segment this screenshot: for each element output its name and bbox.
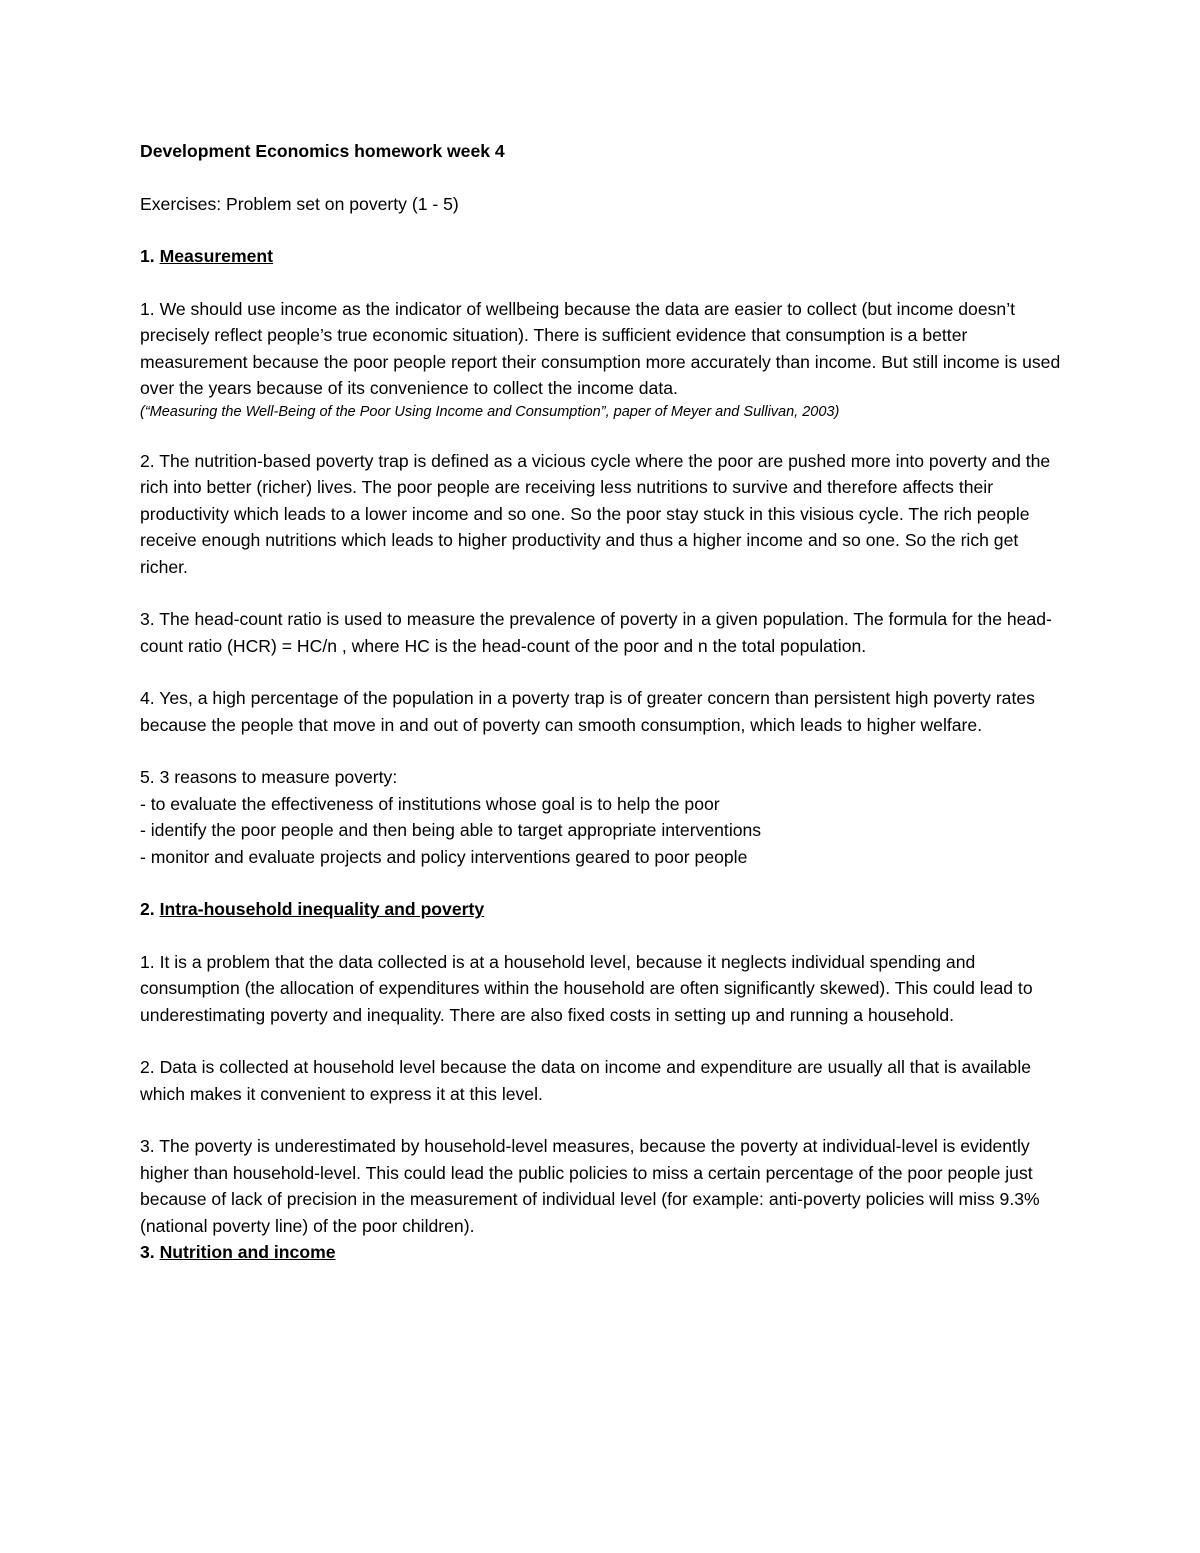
answer-text: We should use income as the indicator of wellbeing because the data are easier to collect (but income doesn’t precisely reflect people’s true economic situation). There is sufficient evidence that consumption is a better measurement because the poor people report their consumption more accurately than income. But still income is used over the years because of its convenience to collect the income data. xyxy=(140,298,1061,398)
section-heading-measurement xyxy=(140,243,1070,270)
answer-number: 3. xyxy=(140,1136,155,1156)
answer-1-4 xyxy=(140,685,1070,738)
answer-2-3 xyxy=(140,1133,1070,1239)
list-item: - to evaluate the effectiveness of institutions whose goal is to help the poor xyxy=(140,793,720,814)
answer-text: The poverty is underestimated by household-level measures, because the poverty at individual-level is evidently higher than household-level. This could lead the public policies to miss a certain percentage of the poor people just because of lack of precision in the measurement of individual level (for example: anti-poverty policies will miss 9.3% (national poverty line) of the poor children). xyxy=(140,1136,1040,1236)
section-number: 2. xyxy=(140,899,155,919)
citation: (“Measuring the Well-Being of the Poor Using Income and Consumption”, paper of Meyer and Sullivan, 2003) xyxy=(140,403,840,420)
document-subtitle: Exercises: Problem set on poverty (1 - 5) xyxy=(140,193,459,214)
answer-number: 2. xyxy=(140,450,155,471)
list-item: - identify the poor people and then being able to target appropriate interventions xyxy=(140,820,762,840)
answer-text: It is a problem that the data collected is at a household level, because it neglects individual spending and consumption (the allocation of expenditures within the household are often significantly skewed). This could lead to underestimating poverty and inequality. There are also fixed costs in setting up and running a household. xyxy=(140,951,1033,1025)
answer-text: The head-count ratio is used to measure the prevalence of poverty in a given population. The formula for the head-count ratio (HCR) = HC/n , where HC is the head-count of the poor and n the total population. xyxy=(140,609,1052,656)
answer-1-3 xyxy=(140,606,1070,659)
answer-number: 3. xyxy=(140,609,155,629)
answer-text: 3 reasons to measure poverty: xyxy=(159,767,398,787)
section-label: Nutrition and income xyxy=(159,1242,336,1262)
section-label: Intra-household inequality and poverty xyxy=(159,899,485,919)
answer-1-2 xyxy=(140,448,1070,581)
answer-number: 2. xyxy=(140,1057,155,1077)
answer-number: 4. xyxy=(140,688,155,708)
answer-number: 5. xyxy=(140,767,155,787)
section-number: 3. xyxy=(140,1242,155,1262)
document-title: Development Economics homework week 4 xyxy=(140,141,505,161)
section-number: 1. xyxy=(140,246,155,266)
answer-number: 1. xyxy=(140,298,155,319)
answer-2-2 xyxy=(140,1054,1070,1107)
answer-number: 1. xyxy=(140,951,155,972)
section-label: Measurement xyxy=(159,246,274,266)
answer-1-5 xyxy=(140,764,1070,870)
answer-text: Data is collected at household level because the data on income and expenditure are usually all that is available which makes it convenient to express it at this level. xyxy=(140,1057,1032,1104)
list-item: - monitor and evaluate projects and policy interventions geared to poor people xyxy=(140,846,748,867)
answer-1-1 xyxy=(140,296,1070,422)
answer-text: Yes, a high percentage of the population in a poverty trap is of greater concern than persistent high poverty rates because the people that move in and out of poverty can smooth consumption, which leads to higher welfare. xyxy=(140,688,1035,735)
section-heading-intra-household xyxy=(140,896,1070,923)
answer-text: The nutrition-based poverty trap is defined as a vicious cycle where the poor are pushed more into poverty and the rich into better (richer) lives. The poor people are receiving less nutritions to survive and therefore affects their productivity which leads to a lower income and so one. So the poor stay stuck in this visious cycle. The rich people receive enough nutritions which leads to higher productivity and thus a higher income and so one. So the rich get richer. xyxy=(140,450,1051,577)
section-heading-nutrition-income xyxy=(140,1239,1070,1266)
document-page xyxy=(140,138,1070,1292)
answer-2-1 xyxy=(140,949,1070,1029)
